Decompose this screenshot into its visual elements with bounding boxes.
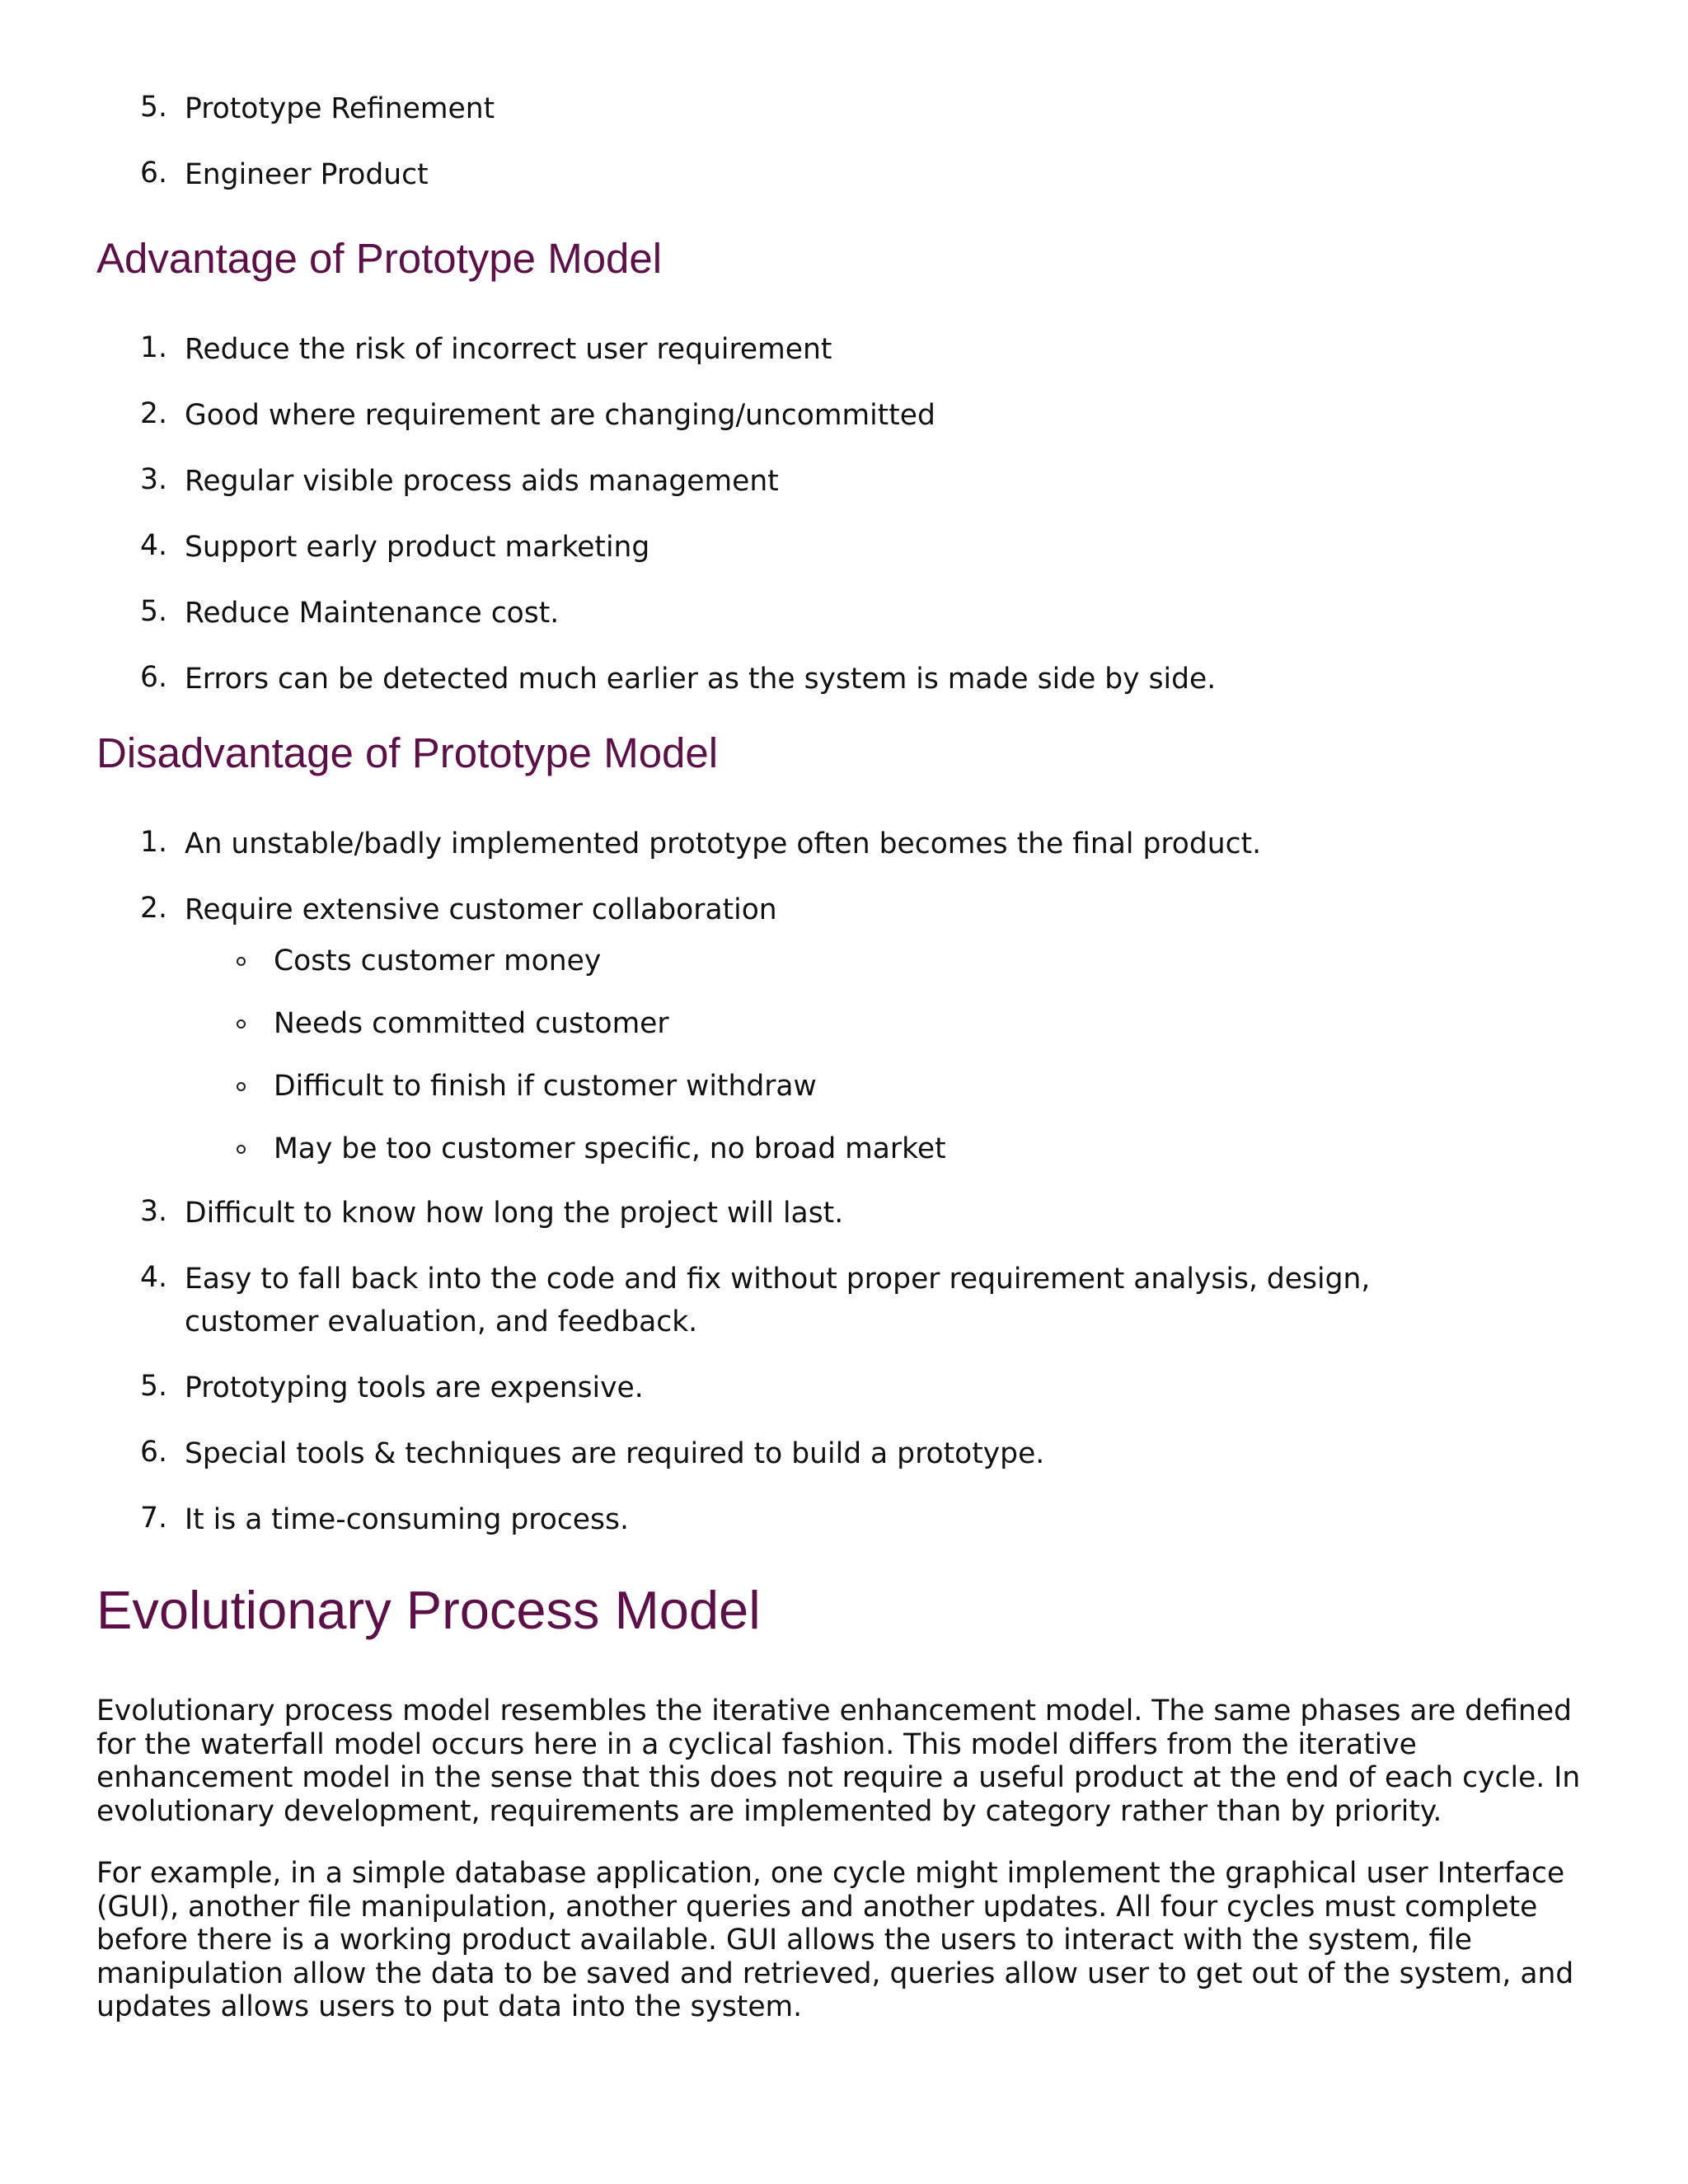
list-item-label: Require extensive customer collaboration bbox=[185, 893, 777, 926]
sublist-item bbox=[185, 1129, 1487, 1169]
list-item bbox=[0, 328, 1487, 371]
list-number: 5. bbox=[140, 1370, 167, 1403]
collaboration-sublist bbox=[185, 941, 1487, 1169]
list-item-text: Easy to fall back into the code and fix without proper requirement analysis, design, customer evaluation, and feedback. bbox=[185, 1263, 1371, 1338]
list-item bbox=[0, 460, 1487, 503]
list-item bbox=[0, 1258, 1487, 1343]
sublist-item bbox=[185, 941, 1487, 981]
advantage-heading: Advantage of Prototype Model bbox=[96, 235, 663, 282]
list-item bbox=[0, 153, 1487, 196]
list-item-text: Reduce Maintenance cost. bbox=[185, 597, 560, 630]
list-item bbox=[0, 1432, 1487, 1475]
list-item-text: An unstable/badly implemented prototype often becomes the final product. bbox=[185, 827, 1262, 860]
prototype-steps-list bbox=[0, 87, 1487, 219]
list-item bbox=[0, 394, 1487, 437]
list-number: 4. bbox=[140, 1261, 167, 1294]
list-item bbox=[0, 592, 1487, 635]
list-item bbox=[0, 1192, 1487, 1235]
circle-bullet-icon bbox=[237, 1019, 246, 1029]
list-number: 1. bbox=[140, 331, 167, 364]
list-item-text: Errors can be detected much earlier as the system is made side by side. bbox=[185, 663, 1217, 696]
list-item-text: Special tools & techniques are required to build a prototype. bbox=[185, 1437, 1045, 1470]
list-number: 7. bbox=[140, 1502, 167, 1535]
sublist-item-text: Needs committed customer bbox=[274, 1007, 669, 1040]
list-number: 6. bbox=[140, 661, 167, 694]
list-item-text: Engineer Product bbox=[185, 158, 429, 191]
list-item bbox=[0, 87, 1487, 130]
list-item bbox=[0, 888, 1487, 1169]
list-item-text: Difficult to know how long the project will last. bbox=[185, 1197, 844, 1230]
list-number: 2. bbox=[140, 892, 167, 925]
list-item-text bbox=[185, 888, 1487, 1169]
list-item-text: Reduce the risk of incorrect user requirement bbox=[185, 333, 832, 366]
evolutionary-heading: Evolutionary Process Model bbox=[96, 1580, 761, 1640]
list-item-text: Regular visible process aids management bbox=[185, 465, 779, 498]
circle-bullet-icon bbox=[237, 1145, 246, 1154]
list-number: 6. bbox=[140, 157, 167, 190]
sublist-item-text: Difficult to finish if customer withdraw bbox=[274, 1070, 817, 1103]
list-item-text: Support early product marketing bbox=[185, 531, 650, 564]
list-number: 1. bbox=[140, 826, 167, 859]
list-item bbox=[0, 526, 1487, 569]
disadvantage-heading: Disadvantage of Prototype Model bbox=[96, 729, 719, 776]
circle-bullet-icon bbox=[237, 1082, 246, 1091]
list-item bbox=[0, 1498, 1487, 1541]
circle-bullet-icon bbox=[237, 957, 246, 966]
sublist-item bbox=[185, 1004, 1487, 1043]
list-item bbox=[0, 658, 1487, 701]
list-item-text: It is a time-consuming process. bbox=[185, 1503, 629, 1536]
list-number: 5. bbox=[140, 91, 167, 124]
sublist-item-text: May be too customer specific, no broad market bbox=[274, 1132, 946, 1165]
list-number: 5. bbox=[140, 595, 167, 628]
sublist-item bbox=[185, 1066, 1487, 1106]
list-number: 3. bbox=[140, 1195, 167, 1228]
disadvantage-list bbox=[0, 823, 1487, 1564]
evolutionary-paragraph-2: For example, in a simple database application, one cycle might implement the graphical user Interface (GUI), another file manipulation, another queries and another updates. All four cycles must complete before there is a working product available. GUI allows the users to interact with the system, file manipulation allow the data to be saved and retrieved, queries allow user to get out of the system, and updates allows users to put data into the system. bbox=[96, 1857, 1574, 2023]
sublist-item-text: Costs customer money bbox=[274, 944, 602, 977]
list-number: 4. bbox=[140, 529, 167, 562]
list-item bbox=[0, 1366, 1487, 1409]
list-item bbox=[0, 823, 1487, 865]
list-number: 2. bbox=[140, 397, 167, 430]
list-item-text: Prototyping tools are expensive. bbox=[185, 1371, 644, 1404]
list-number: 6. bbox=[140, 1436, 167, 1469]
list-item-text: Good where requirement are changing/uncommitted bbox=[185, 399, 935, 432]
advantage-list bbox=[0, 328, 1487, 724]
list-number: 3. bbox=[140, 463, 167, 496]
list-item-text: Prototype Refinement bbox=[185, 92, 495, 125]
evolutionary-paragraph-1: Evolutionary process model resembles the iterative enhancement model. The same phases are defined for the waterfall model occurs here in a cyclical fashion. This model differs from the iterative enhancement model in the sense that this does not require a useful product at the end of each cycle. In evolutionary development, requirements are implemented by category rather than by priority. bbox=[96, 1694, 1581, 1828]
